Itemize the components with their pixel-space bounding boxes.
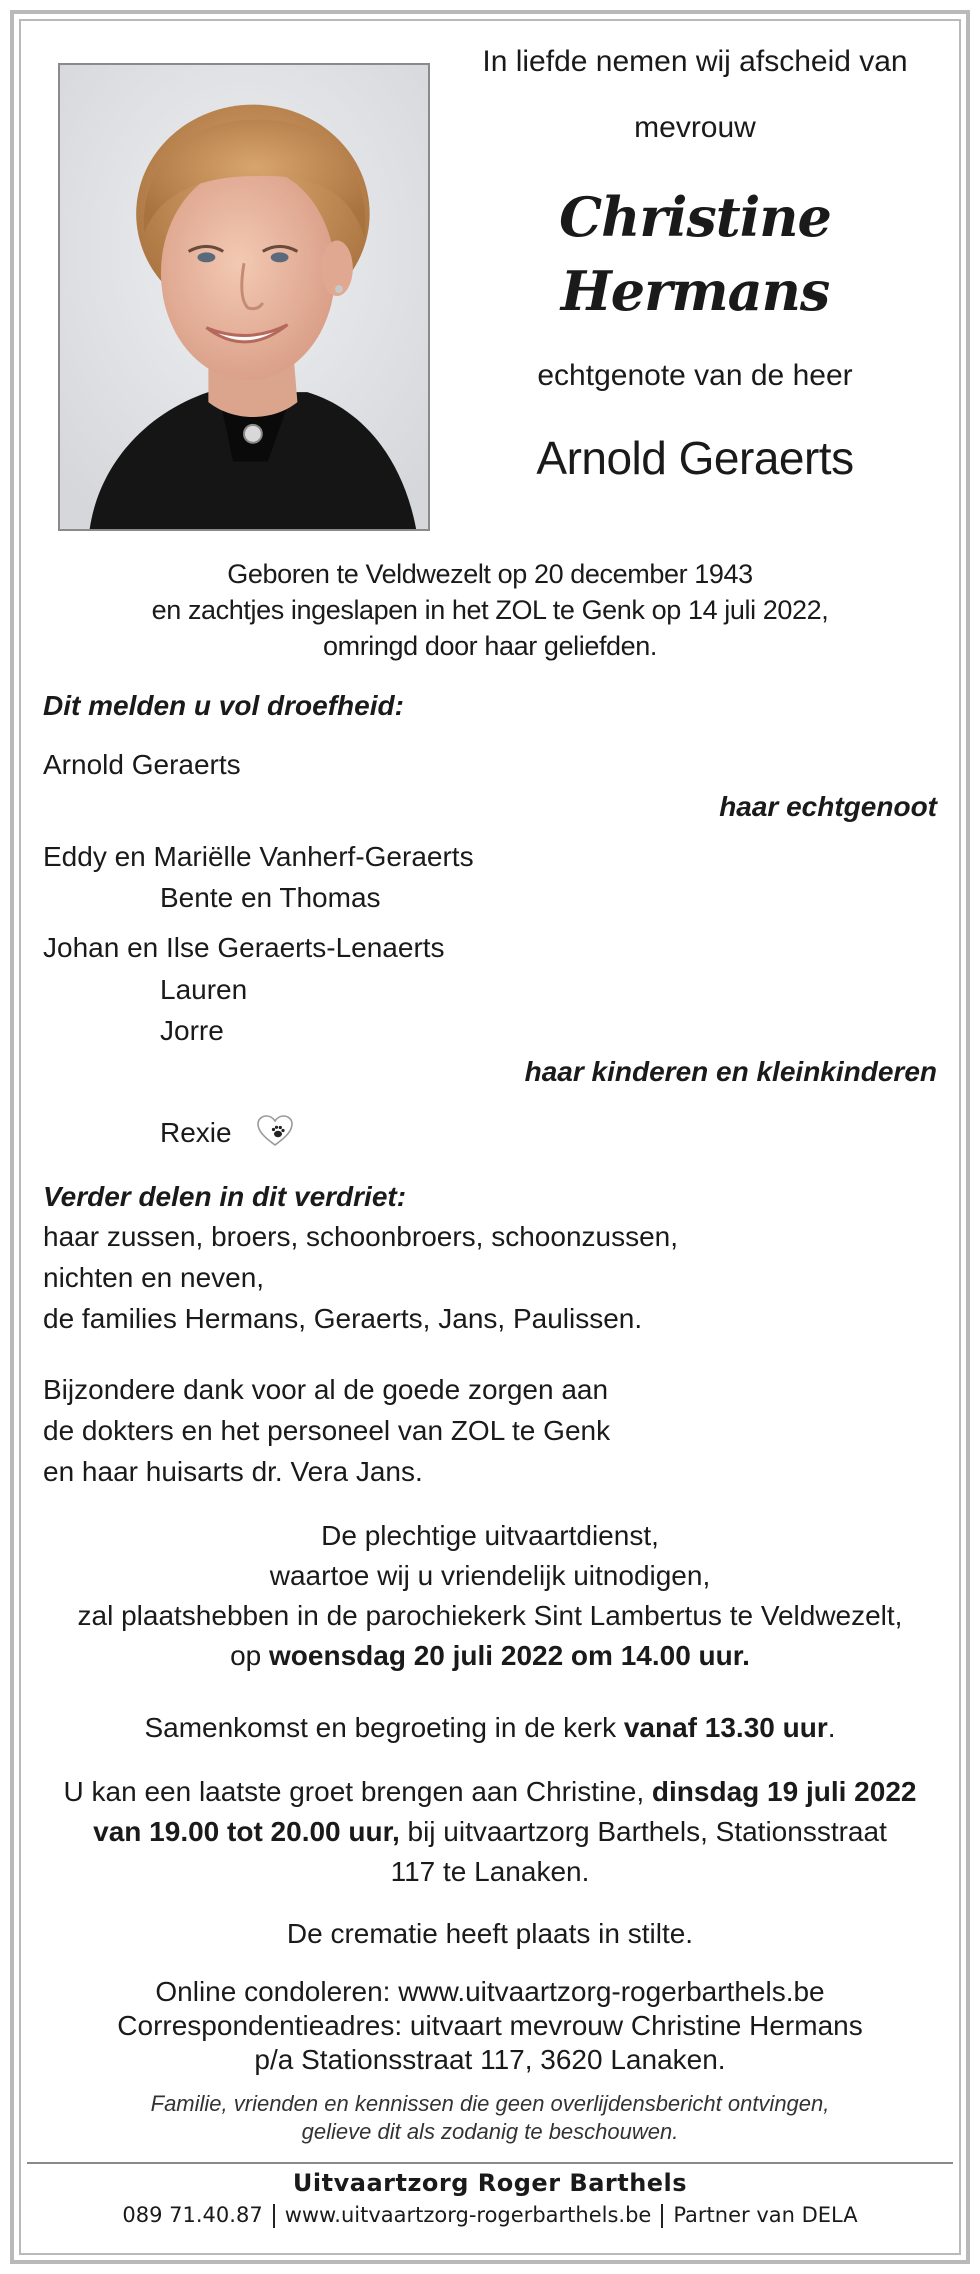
thanks-line-3: en haar huisarts dr. Vera Jans. bbox=[43, 1456, 423, 1487]
footer-separator bbox=[661, 2204, 663, 2228]
online-block bbox=[30, 1975, 950, 2077]
service-date: woensdag 20 juli 2022 om 14.00 uur. bbox=[269, 1640, 750, 1671]
family-grandchildren-1: Bente en Thomas bbox=[160, 882, 381, 913]
family-heading: Dit melden u vol droefheid: bbox=[43, 690, 404, 721]
footer-separator bbox=[273, 2204, 275, 2228]
spouse-role: haar echtgenoot bbox=[719, 791, 937, 822]
share-line-3: de families Hermans, Geraerts, Jans, Paulissen. bbox=[43, 1303, 643, 1334]
footer-partner: Partner van DELA bbox=[673, 2203, 858, 2227]
correspondence-address: Correspondentieadres: uitvaart mevrouw Christine Hermans bbox=[117, 2010, 863, 2041]
birth-line-3: omringd door haar geliefden. bbox=[322, 631, 658, 661]
birth-info bbox=[90, 556, 890, 664]
viewing-time: van 19.00 tot 20.00 uur, bbox=[93, 1816, 400, 1847]
birth-line-2: en zachtjes ingeslapen in het ZOL te Genk op 14 juli 2022, bbox=[151, 595, 829, 625]
children-role: haar kinderen en kleinkinderen bbox=[524, 1056, 937, 1087]
service-line-3: zal plaatshebben in de parochiekerk Sint Lambertus te Veldwezelt, bbox=[77, 1600, 903, 1631]
online-condolences: Online condoleren: www.uitvaartzorg-rogerbarthels.be bbox=[155, 1976, 825, 2007]
notice-note: Familie, vrienden en kennissen die geen overlijdensbericht ontvingen, gelieve dit als zodanig te beschouwen. bbox=[150, 2091, 830, 2144]
footer-contact bbox=[30, 2198, 950, 2232]
service-line-4: op woensdag 20 juli 2022 om 14.00 uur. bbox=[230, 1640, 750, 1671]
family-pet: Rexie bbox=[160, 1117, 232, 1148]
share-heading: Verder delen in dit verdriet: bbox=[43, 1181, 407, 1212]
intro-text: In liefde nemen wij afscheid van bbox=[482, 45, 908, 78]
deceased-name bbox=[470, 180, 920, 328]
correspondence-street: p/a Stationsstraat 117, 3620 Lanaken. bbox=[254, 2044, 726, 2075]
deceased-last-name: Hermans bbox=[560, 259, 830, 323]
cremation-line: De crematie heeft plaats in stilte. bbox=[286, 1918, 694, 1949]
birth-line-1: Geboren te Veldwezelt op 20 december 1943 bbox=[227, 559, 753, 589]
footer-phone: 089 71.40.87 bbox=[122, 2203, 263, 2227]
spouse-name: Arnold Geraerts bbox=[536, 432, 854, 484]
footer-website[interactable]: www.uitvaartzorg-rogerbarthels.be bbox=[284, 2203, 652, 2227]
viewing-date: dinsdag 19 juli 2022 bbox=[651, 1776, 917, 1807]
family-spouse: Arnold Geraerts bbox=[43, 749, 241, 780]
family-child-2: Johan en Ilse Geraerts-Lenaerts bbox=[43, 932, 445, 963]
family-grandchild-2b: Jorre bbox=[160, 1015, 224, 1046]
family-grandchild-2a: Lauren bbox=[160, 974, 248, 1005]
portrait-photo bbox=[58, 63, 430, 531]
title-mevrouw: mevrouw bbox=[634, 111, 756, 144]
service-line-1: De plechtige uitvaartdienst, bbox=[321, 1520, 659, 1551]
spouse-intro: echtgenote van de heer bbox=[537, 359, 853, 392]
thanks-line-1: Bijzondere dank voor al de goede zorgen aan bbox=[43, 1374, 609, 1405]
share-line-1: haar zussen, broers, schoonbroers, schoonzussen, bbox=[43, 1221, 679, 1252]
heart-paw-icon bbox=[256, 1114, 294, 1148]
company-name: Uitvaartzorg Roger Barthels bbox=[292, 2169, 688, 2197]
thanks-line-2: de dokters en het personeel van ZOL te Genk bbox=[43, 1415, 611, 1446]
deceased-first-name: Christine bbox=[559, 185, 831, 249]
gathering-line: Samenkomst en begroeting in de kerk vanaf 13.30 uur. bbox=[144, 1712, 836, 1743]
share-line-2: nichten en neven, bbox=[43, 1262, 265, 1293]
family-child-1: Eddy en Mariëlle Vanherf-Geraerts bbox=[43, 841, 474, 872]
viewing-block: U kan een laatste groet brengen aan Christine, dinsdag 19 juli 2022 van 19.00 tot 20.00 uur, bij uitvaartzorg Barthels, Stationsstraat 117 te Lanaken. bbox=[63, 1776, 917, 1887]
service-line-2: waartoe wij u vriendelijk uitnodigen, bbox=[269, 1560, 711, 1591]
service-block bbox=[30, 1516, 950, 1676]
gathering-time: vanaf 13.30 uur bbox=[623, 1712, 828, 1743]
